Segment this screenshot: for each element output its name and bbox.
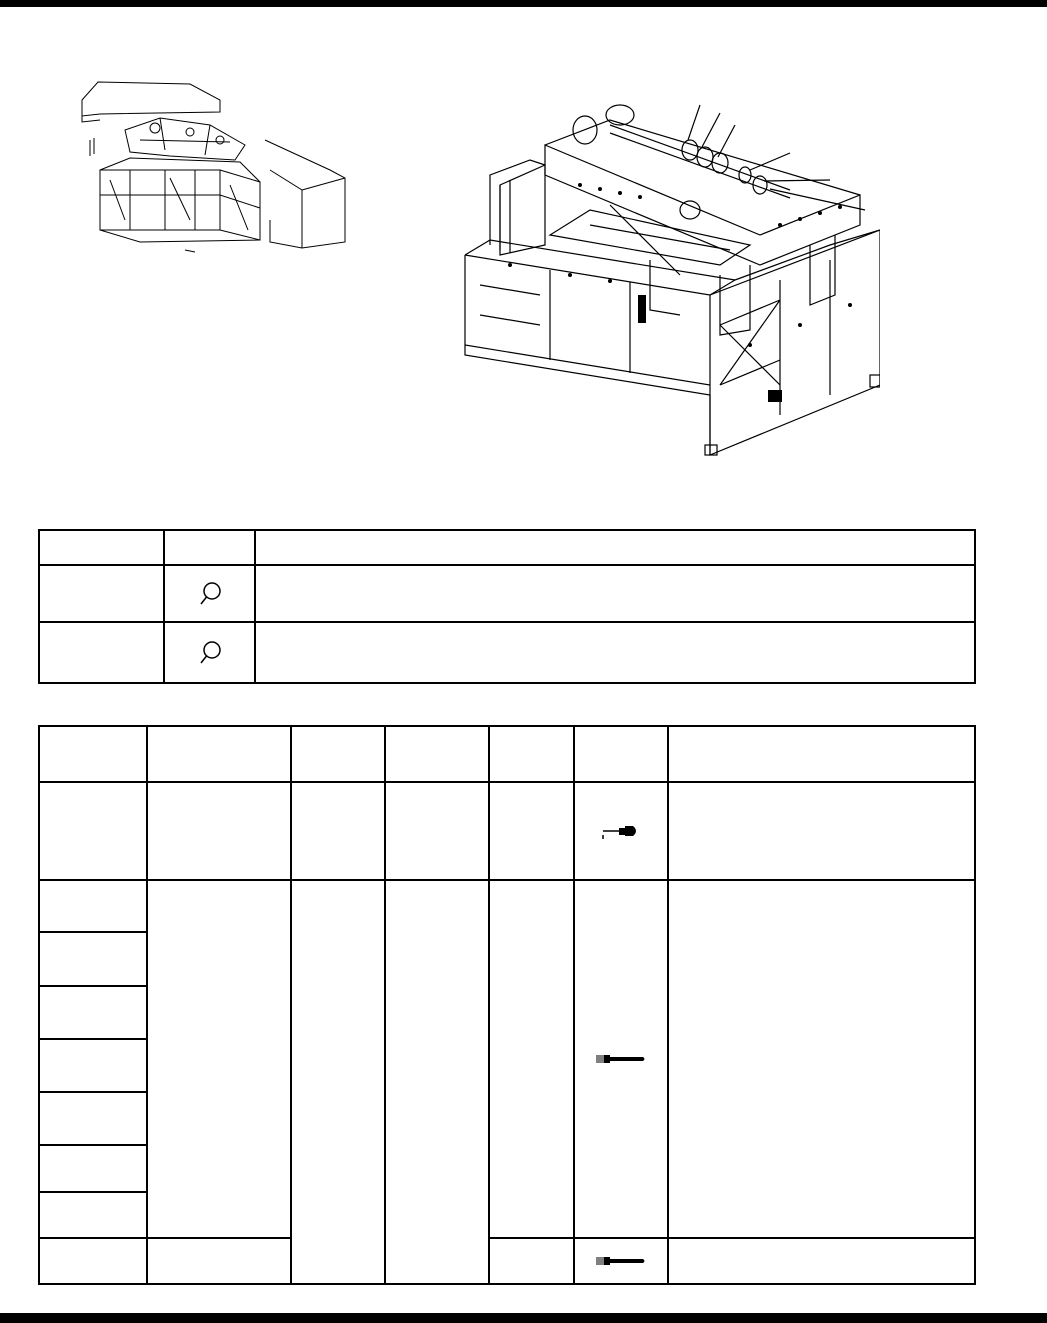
maintenance-cell (668, 880, 975, 1238)
maintenance-cell (39, 1238, 147, 1284)
maintenance-header-cell (291, 726, 385, 782)
magnifier-icon (195, 579, 225, 609)
maintenance-row (39, 880, 975, 932)
maintenance-cell (291, 880, 385, 1284)
inspection-header-cell (39, 530, 164, 565)
maintenance-cell (39, 986, 147, 1039)
inspection-icon-cell (164, 622, 255, 683)
maintenance-cell (385, 880, 489, 1284)
brush-icon (595, 1254, 647, 1268)
maintenance-cell (39, 782, 147, 880)
bottom-rule (0, 1313, 1047, 1323)
inspection-header-cell (255, 530, 975, 565)
maintenance-header-row (39, 726, 975, 782)
machine-overview-illustration (70, 70, 360, 270)
maintenance-cell (489, 782, 574, 880)
inspection-cell (39, 565, 164, 622)
maintenance-cell (147, 1238, 291, 1284)
inspection-table (38, 529, 976, 684)
maintenance-cell (39, 1192, 147, 1238)
inspection-header-cell (164, 530, 255, 565)
maintenance-header-cell (574, 726, 668, 782)
inspection-row (39, 622, 975, 683)
maintenance-cell (147, 880, 291, 1238)
inspection-header-row (39, 530, 975, 565)
maintenance-cell (147, 782, 291, 880)
frame-assembly-illustration (450, 85, 880, 465)
maintenance-cell (39, 1039, 147, 1092)
maintenance-cell (489, 880, 574, 1238)
inspection-cell (255, 622, 975, 683)
maintenance-cell (39, 932, 147, 986)
inspection-cell (255, 565, 975, 622)
maintenance-cell (39, 880, 147, 932)
maintenance-icon-cell (574, 880, 668, 1238)
maintenance-cell (668, 782, 975, 880)
maintenance-cell (668, 1238, 975, 1284)
maintenance-cell (291, 782, 385, 880)
maintenance-cell (39, 1092, 147, 1145)
inspection-cell (39, 622, 164, 683)
maintenance-header-cell (489, 726, 574, 782)
maintenance-header-cell (668, 726, 975, 782)
maintenance-cell (489, 1238, 574, 1284)
maintenance-header-cell (39, 726, 147, 782)
oil-can-icon (601, 821, 641, 841)
top-rule (0, 0, 1047, 7)
maintenance-cell (385, 782, 489, 880)
maintenance-cell (39, 1145, 147, 1192)
brush-icon (595, 1052, 647, 1066)
inspection-icon-cell (164, 565, 255, 622)
maintenance-header-cell (147, 726, 291, 782)
inspection-row (39, 565, 975, 622)
maintenance-row (39, 782, 975, 880)
maintenance-table (38, 725, 976, 1285)
maintenance-header-cell (385, 726, 489, 782)
maintenance-icon-cell (574, 782, 668, 880)
maintenance-row (39, 1238, 975, 1284)
magnifier-icon (195, 638, 225, 668)
maintenance-icon-cell (574, 1238, 668, 1284)
